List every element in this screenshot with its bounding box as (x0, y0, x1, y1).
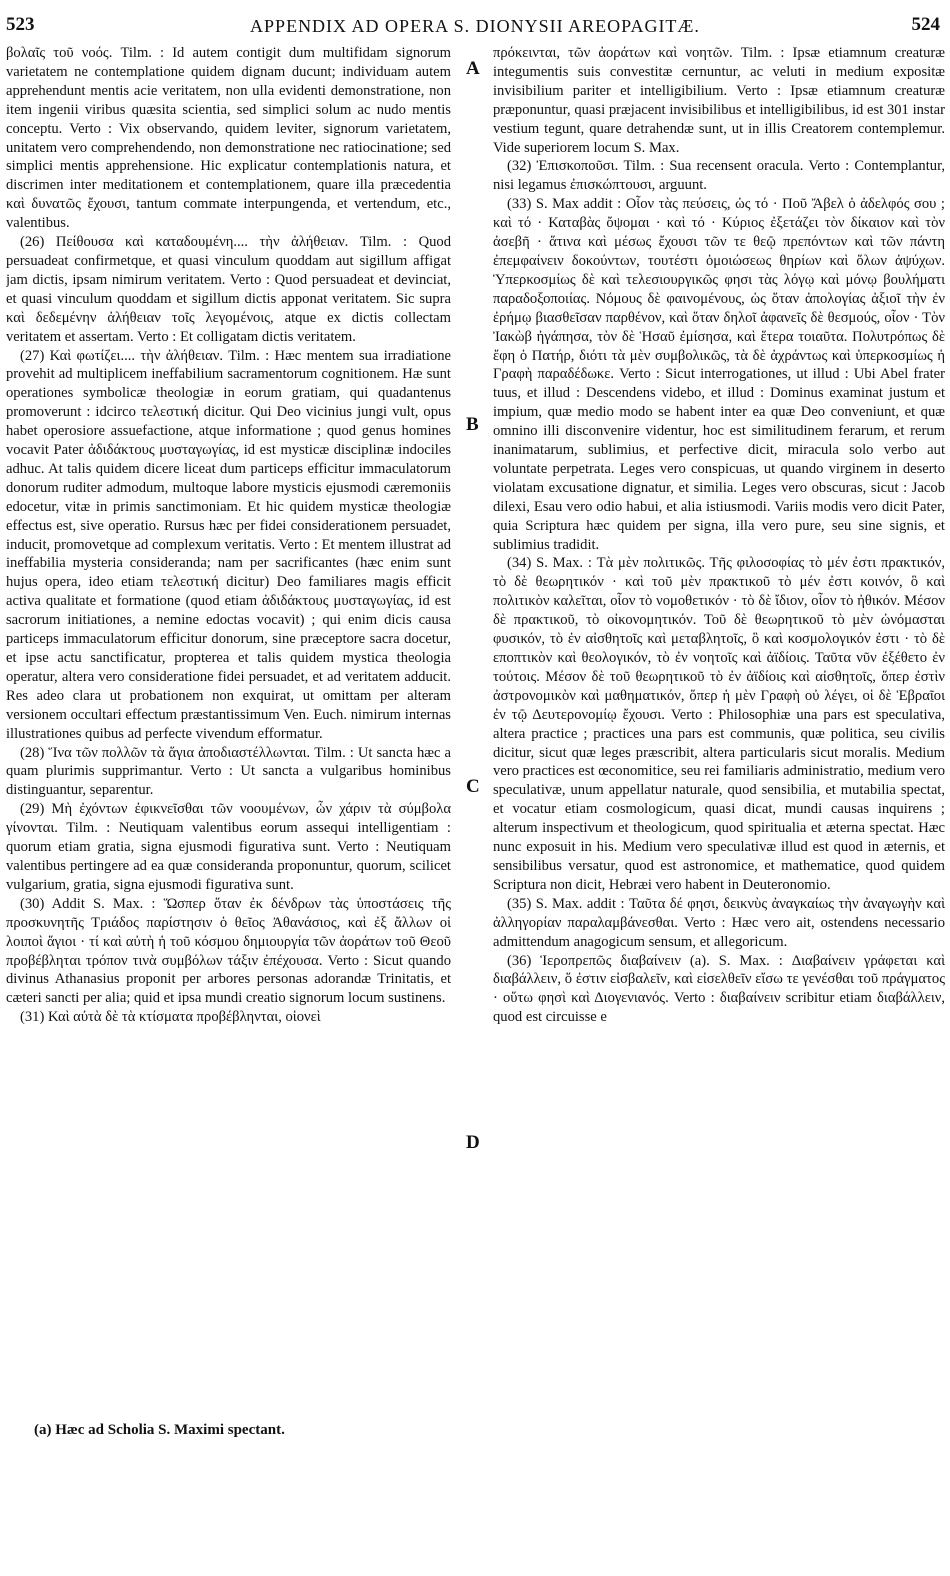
margin-letter-c: C (466, 776, 480, 797)
paragraph: (26) Πείθουσα καὶ καταδουμένη.... τὴν ἀλήθειαν. Tilm. : Quod persuadeat confirmetque, et quasi vinculum quoddam aut sigillum affigat jam dictis, ipsam nimirum veritatem. Verto : Quod persuadeat et devinciat, et quasi vinculum quoddam et sigillum dictis apponat veritatem. Sic supra καὶ δεδεμένην ἀλήθειαν τοῖς λεγομένοις, atque ex dictis collectam veritatem et assertam. Verto : Et colligatam dictis veritatem. (6, 234, 451, 345)
running-title: APPENDIX AD OPERA S. DIONYSII AREOPAGITÆ. (250, 16, 700, 36)
right-column (493, 44, 945, 1424)
paragraph: (36) Ἱεροπρεπῶς διαβαίνειν (a). S. Max. : Διαβαίνειν γράφεται καὶ διαβάλλειν, ὅ ἐστιν εἰσβαλεῖν, καὶ εἰσελθεῖν εἴσω τε γενέσθαι τοῦ πράγματος · οὕτω φησὶ καὶ Διογενιανός. Verto : διαβαίνειν scribitur etiam διαβάλλειν, quod est circuisse e (493, 952, 945, 1026)
page-number-left: 523 (6, 14, 35, 35)
margin-letter-a: A (466, 58, 480, 79)
paragraph: (35) S. Max. addit : Ταῦτα δέ φησι, δεικνὺς ἀναγκαίως τὴν ἀναγωγὴν καὶ ἀλληγορίαν παραλαμβάνεσθαι. Verto : Hæc vero ait, ostendens necessario admittendum anagogicum sensum, et allegoricum. (493, 895, 945, 950)
paragraph: (29) Μὴ ἐχόντων ἐφικνεῖσθαι τῶν νοουμένων, ὧν χάριν τὰ σύμβολα γίνονται. Tilm. : Neutiquam valentibus eorum assequi intelligentiam : quorum etiam gratia, signa ejusmodi figurativa sunt. Verto : Neutiquam valentibus pertingere ad ea quæ consideranda proponuntur, quorum, scilicet vulgarium, gratia, signa ejusmodi figurativa sunt. (6, 801, 451, 893)
paragraph: πρόκεινται, τῶν ἀοράτων καὶ νοητῶν. Tilm. : Ipsæ etiamnum creaturæ integumentis suis convestitæ cernuntur, ac veluti in medium expositæ invisibilium pariter et intelligibilium. Verto : Ipsæ etiamnum creaturæ præponuntur, quasi præjacent invisibilibus et intelligibilibus, id est 301 instar vestium tegunt, quare detrahendæ sunt, ut in illis Creatorem contemplemur. Vide superiorem locum S. Max. (493, 45, 945, 156)
paragraph: (30) Addit S. Max. : Ὥσπερ ὅταν ἐκ δένδρων τὰς ὑποστάσεις τῆς προσκυνητῆς Τριάδος παρίστησιν ὁ θεῖος Ἀθανάσιος, καὶ ἐξ ἄλλων οἱ λοιποὶ ἅγιοι · τί καὶ αὐτὴ ἡ τοῦ κόσμου δημιουργία τῶν ἀοράτων τοῦ Θεοῦ προβέβληται τρόπον τινὰ συμβόλων τάξιν ἐπέχουσα. Verto : Sicut quando divinus Athanasius proponit per arbores personas adorandæ Trinitatis, et cæteri sancti per alia; quid et ipsa mundi creatio signorum locum sustinens. (6, 895, 451, 1007)
margin-letter-d: D (466, 1132, 480, 1153)
paragraph: (33) S. Max addit : Οἷον τὰς πεύσεις, ὡς τό · Ποῦ Ἄβελ ὁ ἀδελφός σου ; καὶ τό · Καταβὰς ὄψομαι · καὶ τό · Κύριος ἐξετάζει τὸν δίκαιον καὶ τὸν ἀσεβῆ · ἅτινα καὶ μέσως ἔχουσι τῶν τε θεῷ πρεπόντων καὶ τῶν πάντη ἐπεμφαίνειν δοκούντων, τουτέστι ὁμοιώσεως θηρίων καὶ ὅλων ἀψύχων. Ὑπερκοσμίως δὲ καὶ τελεσιουργικῶς φησι τὰς λόγῳ καὶ μόνῳ βουλήματι παραδοξοποιίας. Νόμους δὲ φαινομένους, ὡς ὅταν ἀπολογίας ἀξιοῖ τὴν ἐν ἐρήμῳ βιασθεῖσαν παρθένον, καὶ ὅταν δηλοῖ ἀφανεῖς δὲ θεσμούς, οἷον · Τὸν Ἰακὼβ ἠγάπησα, τὸν δὲ Ἡσαῦ ἐμίσησα, καὶ ἕτερα τοιαῦτα. Πολυτρόπως δὲ ἔφη ὁ Πατήρ, διότι τὰ μὲν συμβολικῶς, τὰ δὲ ἀχράντως καὶ ὑπερκοσμίως ἡ Γραφὴ παραδέδωκε. Verto : Sicut interrogationes, ut illud : Ubi Abel frater tuus, et illud : Descendens videbo, et illud : Dominus examinat justum et impium, quæ medio modo se habent inter ea quæ Deo conveniunt, et quæ omnino illi disconvenire videntur, hoc est similitudinem ferarum, et rerum inanimatarum, sublimius, et perfective dicit, miracula solo verbo aut voluntate perpetrata. Leges vero conspicuas, ut quando virginem in deserto violatam excusatione dignatur, et similia. Leges vero obscuras, sicut : Jacob dilexi, Esau vero odio habui, et alia istiusmodi. Variis modis vero dicit Pater, quia Scriptura hæc quidem per signa, illa vero pure, seu sine signis, et sublimius tradidit. (493, 196, 945, 553)
footnote: (a) Hæc ad Scholia S. Maximi spectant. (34, 1422, 285, 1438)
paragraph: (32) Ἐπισκοποῦσι. Tilm. : Sua recensent oracula. Verto : Contemplantur, nisi legamus ἐπισκώπτουσι, arguunt. (493, 158, 945, 194)
paragraph: (28) Ἵνα τῶν πολλῶν τὰ ἅγια ἀποδιαστέλλωνται. Tilm. : Ut sancta hæc a quam plurimis supprimantur. Verto : Ut sancta a vulgaribus hominibus distinguantur, separentur. (6, 744, 451, 799)
left-column (6, 44, 451, 1424)
paragraph: (27) Καὶ φωτίζει.... τὴν ἀλήθειαν. Tilm. : Hæc mentem sua irradiatione provehit ad multiplicem ineffabilium sacramentorum cognitionem. Hæ sunt operationes symbolicæ theologiæ in eorum gratiam, qui quadantenus promoverunt : idcirco τελεστική dicitur. Qui Deo vicinius jungi vult, opus habet operosiore assuefactione, atque informatione ; quod genus homines vocavit Pater ἀδιδάκτους μυσταγωγίας, id est mysticæ disciplinæ indociles adhuc. At talis quidem dicere liceat dum particeps efficitur immaculatorum donorum ruditer admodum, multoque labore mysticis ejusmodi cæremoniis edocetur, vitæ in primis sanctimoniam. Et hic quidem mysticæ theologiæ effectus est, sive operatio. Rursus hæc per fidei considerationem persuadet, inducit, promovetque ad complexum veritatis. Verto : Et mentem illustrat ad ineffabilia mysteria consideranda; nam per sacrificantes (hæc enim sunt hujus opera, ideo etiam τελεστική dicitur) Deo familiares magis efficit activa qualitate et formatione (quod etiam ἀδιδάκτους μυσταγωγίας, id est sacrorum initiationes, a nemine edoctas vocavit) ; qui enim dicis causa particeps immaculatorum efficitur donorum, sine præceptore sacra docetur, et ipse actu sanctificatur, propterea et talis quidem mystica theologia operatur, altera vero consideratione fidei persuadet, et ad veritatem adducit. Res adeo clara ut probationem non exquirat, ut omittam per alteram versionem occultari effectum præstantissimum Ven. Euch. nimirum internas illustrationes quibus ad perfecte vivendum efformatur. (6, 347, 451, 742)
paragraph: (31) Καὶ αὐτὰ δὲ τὰ κτίσματα προβέβληνται, οἱονεὶ (20, 1009, 321, 1026)
paragraph: (34) S. Max. : Τὰ μὲν πολιτικῶς. Τῆς φιλοσοφίας τὸ μέν ἐστι πρακτικόν, τὸ δὲ θεωρητικόν · καὶ τοῦ μὲν πρακτικοῦ τὸ μέν ἐστι κοινόν, ὃ καὶ πολιτικὸν καλεῖται, οἷον τὸ νομοθετικόν · τὸ δὲ ἴδιον, οἷον τὸ ἠθικόν. Μέσον δὲ πρακτικοῦ, τὸ οἰκονομητικόν. Τοῦ δὲ θεωρητικοῦ τὸ μὲν ὠνόμασται φυσικόν, τὸ ἐν αἰσθητοῖς καὶ μεταβλητοῖς, ὃ καὶ κοσμολογικόν ἐστι · τὸ δὲ εποπτικὸν καὶ θεολογικόν, τὸ ἐν νοητοῖς καὶ ἀϊδίοις. Ταῦτα νῦν ἐξέθετο ἐν τούτοις. Μέσον δὲ τοῦ θεωρητικοῦ τὸ ἐν ἀϊδίοις καὶ αἰσθητοῖς, ὅπερ ἐστὶν ἀστρονομικὸν καὶ μαθηματικόν, ὅπερ ἡ μὲν Γραφὴ οὐ λέγει, οἱ δὲ Ἑβραῖοι ἐν τῷ Δευτερονομίῳ ἔχουσι. Verto : Philosophiæ una pars est speculativa, altera practice ; practices una pars est communis, quæ politica, seu civilis dicitur, sicut quæ leges præscribit, altera particularis sicut moralis. Medium vero practices est œconomitice, seu rei familiaris administratio, medium vero speculativæ, unum appellatur naturale, quod sensibilia, et mutabilia spectat, et vocatur etiam cosmologicum, quasi dicat, mundi causas inquirens ; alterum inspectivum et theologicum, quod spiritualia et æterna spectat. Hæc nunc exposuit in his. Medium vero speculativæ illud est quod in æternis, et sensibilibus versatur, quod est astronomice, et mathematice, quod quidem Scriptura non dicit, Hebræi vero habent in Deuteronomio. (493, 555, 945, 893)
running-header (0, 10, 950, 38)
margin-letter-b: B (466, 414, 479, 435)
page-number-right: 524 (911, 14, 940, 35)
paragraph: βολαῖς τοῦ νοός. Tilm. : Id autem contigit dum multifidam signorum varietatem ne contemplatione quidem dignam ducunt; individuam autem apprehendunt mentis acie veritatem, non ulla evidenti demonstratione, non item ingenii viribus quæsita scientia, sed simplici solum ac nudo mentis conceptu. Verto : Vix observando, quidem leviter, signorum varietatem, unitatem vero comprehendendo, non demonstratione nec ratiocinatione; sed simplici mentis apprehensione. Hic explicatur contemplationis natura, et discrimen inter meditationem et contemplationem, quare illa præcedentia καὶ δυνατῶς ἔχουσι, tantum commate interpungenda, et vertendum, etc., valentibus. (6, 45, 451, 232)
